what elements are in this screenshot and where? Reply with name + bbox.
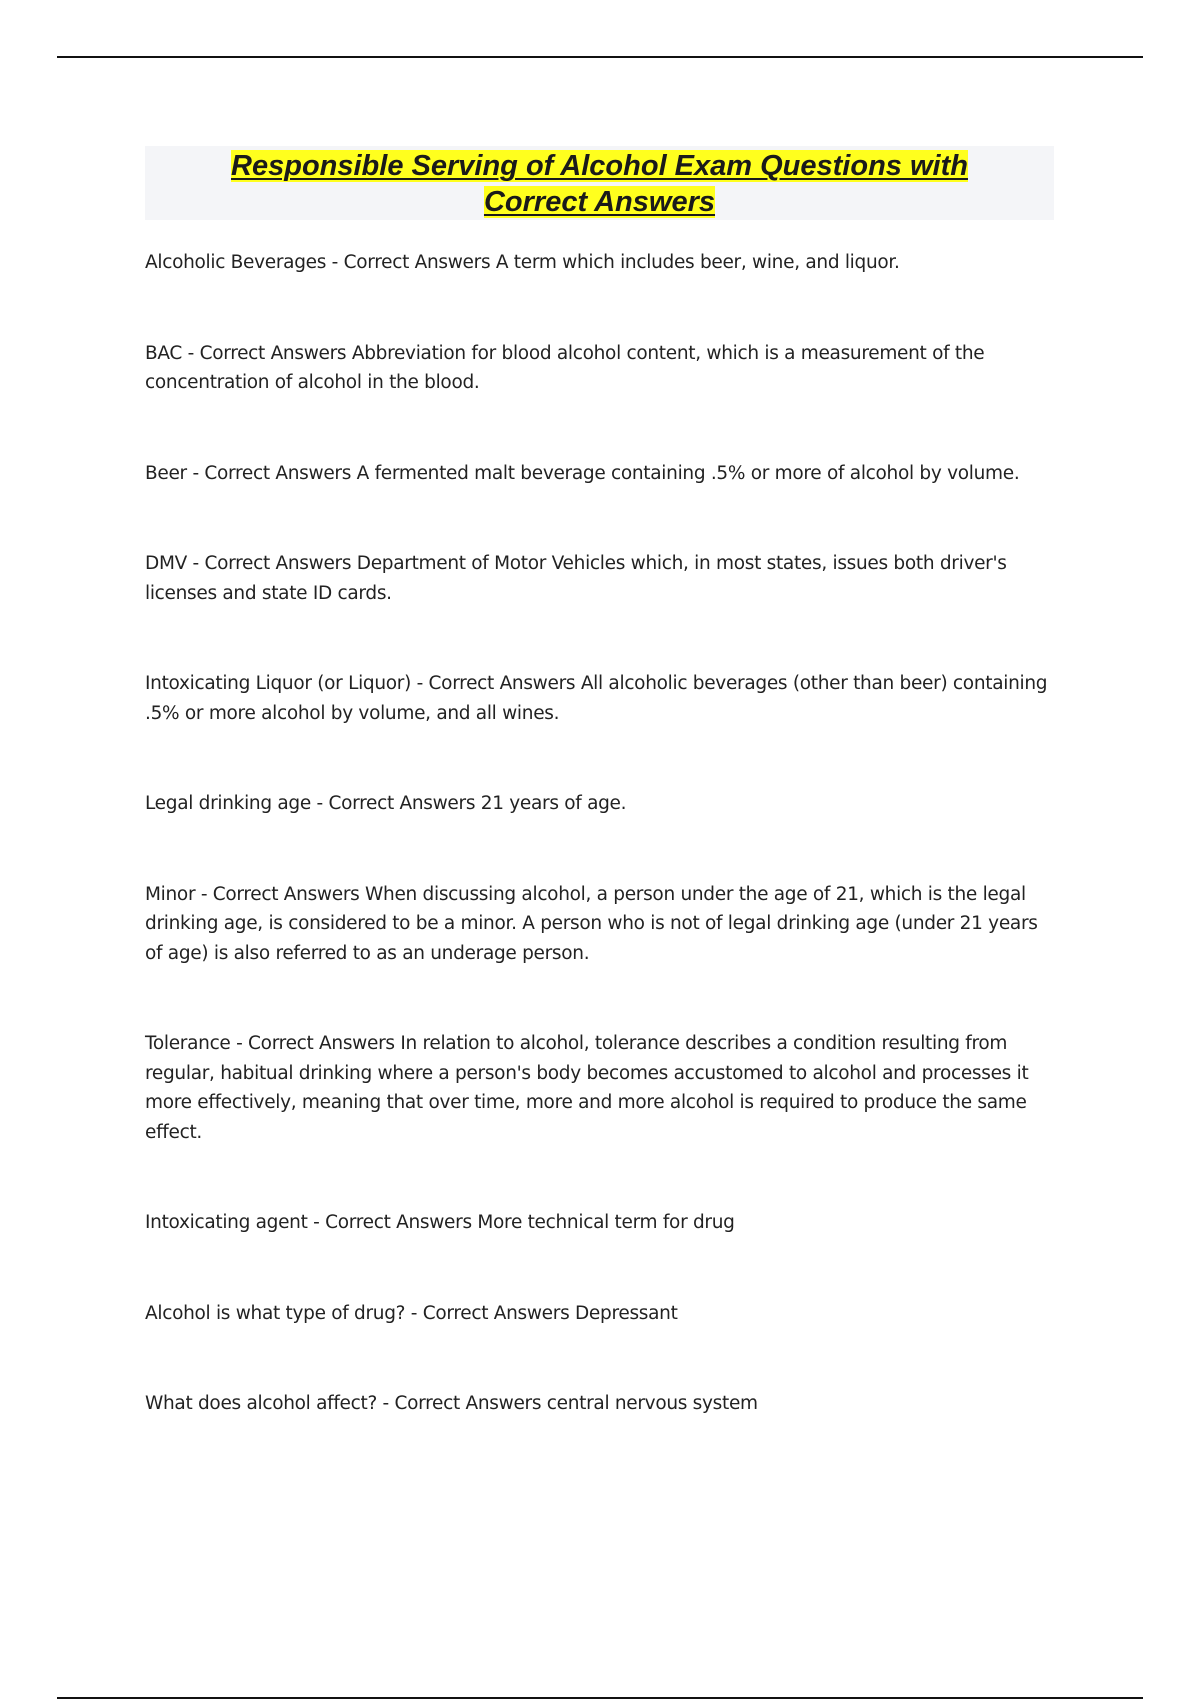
qa-entry-minor: Minor - Correct Answers When discussing alcohol, a person under the age of 21, which is the legal drinking age, is considered to be a minor. A person who is not of legal drinking age (under 21 years of age) is also referred to as an underage person.: [145, 883, 1038, 964]
title-block: [145, 146, 1054, 220]
qa-entry-beer: Beer - Correct Answers A fermented malt beverage containing .5% or more of alcohol by volume.: [145, 462, 1020, 484]
qa-entry-alcohol-affects: What does alcohol affect? - Correct Answers central nervous system: [145, 1393, 758, 1414]
top-rule: [57, 56, 1143, 58]
title-line-1: Responsible Serving of Alcohol Exam Questions with: [231, 150, 968, 182]
qa-entry-intoxicating-liquor: Intoxicating Liquor (or Liquor) - Correct Answers All alcoholic beverages (other than beer) containing .5% or more alcohol by volume, and all wines.: [145, 673, 1048, 724]
qa-entry-tolerance: Tolerance - Correct Answers In relation to alcohol, tolerance describes a condition resulting from regular, habitual drinking where a person's body becomes accustomed to alcohol and processes it more effectively, meaning that over time, more and more alcohol is required to produce the same effect.: [145, 1033, 1029, 1143]
qa-entry-alcoholic-beverages: Alcoholic Beverages - Correct Answers A term which includes beer, wine, and liquor.: [145, 252, 900, 273]
qa-entry-bac: BAC - Correct Answers Abbreviation for blood alcohol content, which is a measurement of the concentration of alcohol in the blood.: [145, 342, 985, 393]
bottom-rule: [57, 1697, 1143, 1699]
qa-entry-drug-type: Alcohol is what type of drug? - Correct Answers Depressant: [145, 1302, 678, 1324]
qa-entry-intoxicating-agent: Intoxicating agent - Correct Answers More technical term for drug: [145, 1212, 735, 1233]
title-line-2: Correct Answers: [483, 186, 715, 218]
qa-entry-dmv: DMV - Correct Answers Department of Motor Vehicles which, in most states, issues both driver's licenses and state ID cards.: [145, 553, 1007, 604]
qa-list: [145, 248, 1055, 1480]
document-title: [145, 146, 1054, 220]
qa-entry-legal-drinking-age: Legal drinking age - Correct Answers 21 years of age.: [145, 793, 627, 814]
